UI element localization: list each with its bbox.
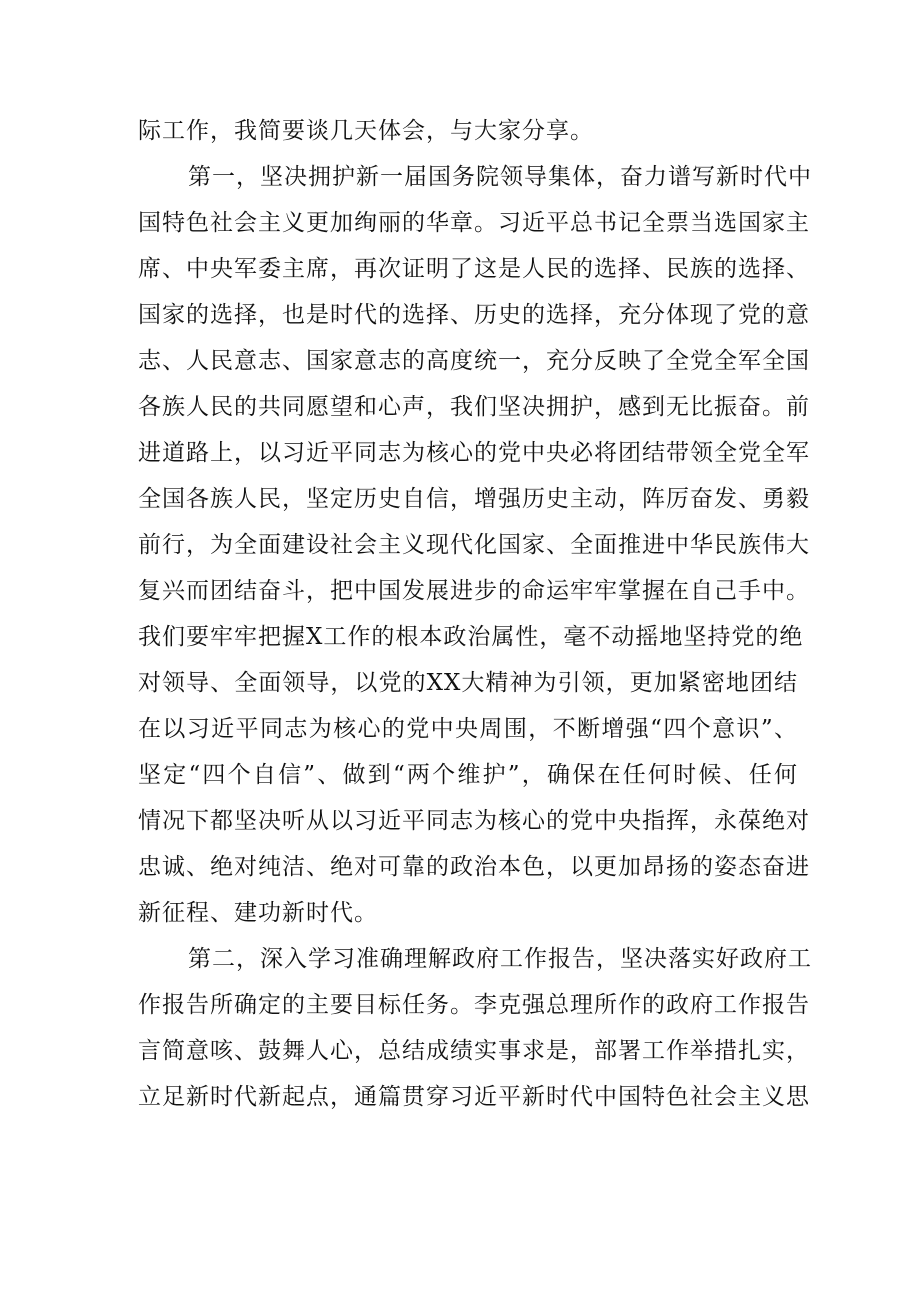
text-line: 情况下都坚决听从以习近平同志为核心的党中央指挥，永葆绝对 (138, 808, 810, 834)
text-line: 复兴而团结奋斗，把中国发展进步的命运牢牢掌握在自己手中。 (138, 578, 810, 604)
text-line: 志、人民意志、国家意志的高度统一，充分反映了全党全军全国 (138, 348, 810, 374)
text-line: 席、中央军委主席，再次证明了这是人民的选择、民族的选择、 (138, 256, 810, 282)
text-line: 国家的选择，也是时代的选择、历史的选择，充分体现了党的意 (138, 302, 810, 328)
text-line: 全国各族人民，坚定历史自信，增强历史主动，阵厉奋发、勇毅 (138, 486, 810, 512)
text-line: 各族人民的共同愿望和心声，我们坚决拥护，感到无比振奋。前 (138, 394, 810, 420)
text-line: 进道路上，以习近平同志为核心的党中央必将团结带领全党全军 (138, 440, 810, 466)
paragraph-first-line: 第一，坚决拥护新一届国务院领导集体，奋力谱写新时代中 (188, 164, 812, 190)
text-line: 作报告所确定的主要目标任务。李克强总理所作的政府工作报告 (138, 992, 810, 1018)
text-line: 我们要牢牢把握X工作的根本政治属性，毫不动摇地坚持党的绝 (138, 624, 804, 650)
text-line: 新征程、建功新时代。 (138, 900, 378, 926)
text-line: 言简意咳、鼓舞人心，总结成绩实事求是，部署工作举措扎实， (138, 1038, 810, 1064)
text-line: 在以习近平同志为核心的党中央周围，不断增强“四个意识”、 (138, 716, 798, 742)
text-line: 对领导、全面领导，以党的XX大精神为引领，更加紧密地团结 (138, 670, 798, 696)
text-line: 前行，为全面建设社会主义现代化国家、全面推进中华民族伟大 (138, 532, 810, 558)
paragraph-first-line: 第二，深入学习准确理解政府工作报告，坚决落实好政府工 (188, 946, 812, 972)
text-line: 国特色社会主义更加绚丽的华章。习近平总书记全票当选国家主 (138, 210, 810, 236)
text-line: 忠诚、绝对纯洁、绝对可靠的政治本色，以更加昂扬的姿态奋进 (138, 854, 810, 880)
text-line: 际工作，我简要谈几天体会，与大家分享。 (138, 118, 594, 144)
document-body (138, 108, 812, 1120)
text-line: 坚定“四个自信”、做到“两个维护”，确保在任何时候、任何 (138, 762, 798, 788)
text-line: 立足新时代新起点，通篇贯穿习近平新时代中国特色社会主义思 (138, 1084, 810, 1110)
